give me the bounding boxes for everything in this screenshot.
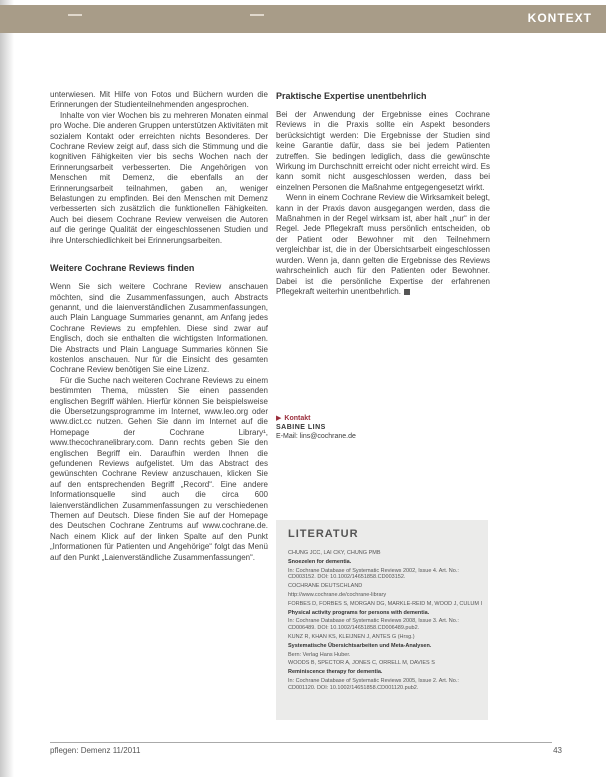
scan-edge-shadow	[0, 0, 14, 777]
literature-entry	[288, 601, 484, 632]
end-of-article-mark	[404, 289, 410, 295]
entry-title: Physical activity programs for persons with dementia.	[288, 609, 430, 616]
body-paragraph: unterwiesen. Mit Hilfe von Fotos und Büchern wurden die Erinnerungen der Studienteilnehmenden angesprochen.	[50, 90, 268, 110]
literature-entry	[288, 583, 484, 599]
section-heading: Weitere Cochrane Reviews finden	[50, 263, 195, 274]
section-heading: Praktische Expertise unentbehrlich	[276, 91, 427, 101]
contact-title: Kontakt	[284, 415, 311, 422]
entry-authors: FORBES D, FORBES S, MORGAN DG, MARKLE-REID M, WOOD J, CULUM I	[288, 600, 483, 607]
left-column	[50, 90, 268, 563]
contact-name: SABINE LINS	[276, 424, 326, 431]
footer-divider	[50, 742, 552, 743]
entry-authors: CHUNG JCC, LAI CKY, CHUNG PMB	[288, 550, 381, 556]
body-paragraph: Inhalte von vier Wochen bis zu mehreren Monaten einmal pro Woche. Die anderen Gruppen unterstützen Aktivitäten mit sozialem Kontakt oder erreichten nichts Besonderes. Der Cochrane Review zeigt auf, dass sich die Stimmung und die kognitiven Fähigkeiten vier bis sechs Wochen nach der Erinnerungsarbeit verbesserten. Die Angehörigen von Menschen mit Demenz, die ebenfalls an der Erinnerungsarbeit teilnahmen, gaben an, weniger Belastungen zu empfinden. Bei den Menschen mit Demenz verbesserten sich zusätzlich die funktionellen Fähigkeiten. Auch bei diesem Cochrane Review verweisen die Autoren auf die geringe Qualität der eingeschlossenen Studien und ihre Unterschiedlichkeit bei Erinnerungsarbeiten.	[50, 110, 268, 245]
literature-title: LITERATUR	[288, 528, 359, 540]
literature-entry	[288, 634, 484, 658]
literature-list	[288, 550, 484, 694]
header-dash	[250, 14, 264, 16]
section-label: KONTEXT	[527, 11, 592, 25]
literature-box	[276, 520, 488, 720]
body-paragraph	[276, 193, 490, 297]
body-paragraph-text: Wenn in einem Cochrane Review die Wirksamkeit belegt, kann in der Praxis davon ausgegangen werden, dass die Maßnahmen in der Regel wirksam ist, aber halt „nur“ in der Regel. Jede Pflegekraft muss persönlich entscheiden, ob der Patient oder Bewohner mit den Teilnehmern vergleichbar ist, die in der Übersichtsarbeit eingeschlossen wurden. Wenn ja, dann gelten die Ergebnisse des Reviews wahrscheinlich auch für den Patienten oder Bewohner. Dabei ist die persönliche Expertise der erfahrenen Pflegekraft weiterhin unentbehrlich.	[276, 193, 490, 296]
body-paragraph: Für die Suche nach weiteren Cochrane Reviews zu einem bestimmten Thema, müssten Sie einen passenden englischen Begriff wählen. Hierfür können Sie beispielsweise die Übersetzungsprogramme im Internet, www.leo.org oder www.dict.cc nutzen. Gehen Sie dann im Internet auf die Homepage der Cochrane Library¹, www.thecochranelibrary.com. Dann rechts geben Sie den englischen Begriff ein. Daraufhin werden Ihnen die gefundenen Reviews aufgelistet. Um das Abstract des gewünschten Cochrane Review anzuschauen, klicken Sie auf den entsprechenden Begriff „Record“. Eine andere Informationsquelle sind auch die circa 600 laienverständlichen Zusammenfassungen zu verschiedenen Themen auf Deutsch. Diese finden Sie auf der Homepage des Deutschen Cochrane Zentrums auf www.cochrane.de. Nach einem Klick auf der linken Spalte auf den Punkt „Informationen für Patienten und Angehörige“ folgt das Menü auf den Punkt „Laienverständliche Zusammenfassungen“.	[50, 375, 268, 562]
entry-source: In: Cochrane Database of Systematic Reviews 2008, Issue 3. Art. No.: CD006489. DOI: 10.1002/14651858.CD006489.pub2.	[288, 618, 459, 632]
contact-block	[276, 414, 476, 441]
entry-source: In: Cochrane Database of Systematic Reviews 2005, Issue 2. Art. No.: CD001120. DOI: 10.1002/14651858.CD001120.pub2.	[288, 677, 459, 691]
triangle-icon: ▶	[276, 415, 282, 422]
section-header-bar	[0, 5, 606, 33]
entry-title: Snoezelen for dementia.	[288, 558, 352, 565]
page-number: 43	[553, 746, 562, 755]
header-dash	[68, 14, 82, 16]
footer-journal: pflegen: Demenz 11/2011	[50, 746, 141, 755]
entry-authors: KUNZ R, KHAN KS, KLEIJNEN J, ANTES G (Hrsg.)	[288, 633, 415, 640]
entry-source: http://www.cochrane.de/cochrane-library	[288, 591, 387, 598]
literature-entry	[288, 550, 484, 581]
literature-entry	[288, 660, 484, 691]
body-paragraph: Wenn Sie sich weitere Cochrane Review anschauen möchten, sind die Zusammenfassungen, auch Abstracts genannt, und die laienverständlichen Zusammenfassungen, auch Plain Language Summaries genannt, am Anfang jedes Cochrane Reviews zu empfehlen. Diese sind zwar auf Englisch, doch sie enthalten die wichtigsten Informationen. Die Abstracts und Plain Language Summaries können Sie kostenlos anschauen. Nur für die Einsicht des gesamten Cochrane Review benötigen Sie eine Lizenz.	[50, 282, 268, 375]
body-paragraph: Bei der Anwendung der Ergebnisse eines Cochrane Reviews in die Praxis sollte ein Aspekt besonders berücksichtigt werden: Die Ergebnisse der Studien sind keine Garantie dafür, dass sie bei jedem Patienten zutreffen. Sie bedingen lediglich, dass die gewünschte Wirkung im Durchschnitt erreicht oder nicht erreicht wird. Es kann somit nicht ausgeschlossen werden, dass bei einzelnen Personen die Maßnahme entgegengesetzt wirkt.	[276, 110, 490, 192]
contact-email: E-Mail: lins@cochrane.de	[276, 433, 356, 440]
entry-title: Reminiscence therapy for dementia.	[288, 669, 383, 676]
entry-authors: WOODS B, SPECTOR A, JONES C, ORRELL M, DAVIES S	[288, 660, 435, 667]
right-column	[276, 90, 490, 297]
entry-title: Systematische Übersichtsarbeiten und Meta-Analysen.	[288, 642, 432, 649]
entry-authors: COCHRANE DEUTSCHLAND	[288, 583, 363, 590]
entry-source: In: Cochrane Database of Systematic Reviews 2002, Issue 4. Art. No.: CD003152. DOI: 10.1002/14651858.CD003152.	[288, 567, 459, 581]
entry-source: Bern: Verlag Hans Huber.	[288, 651, 351, 658]
